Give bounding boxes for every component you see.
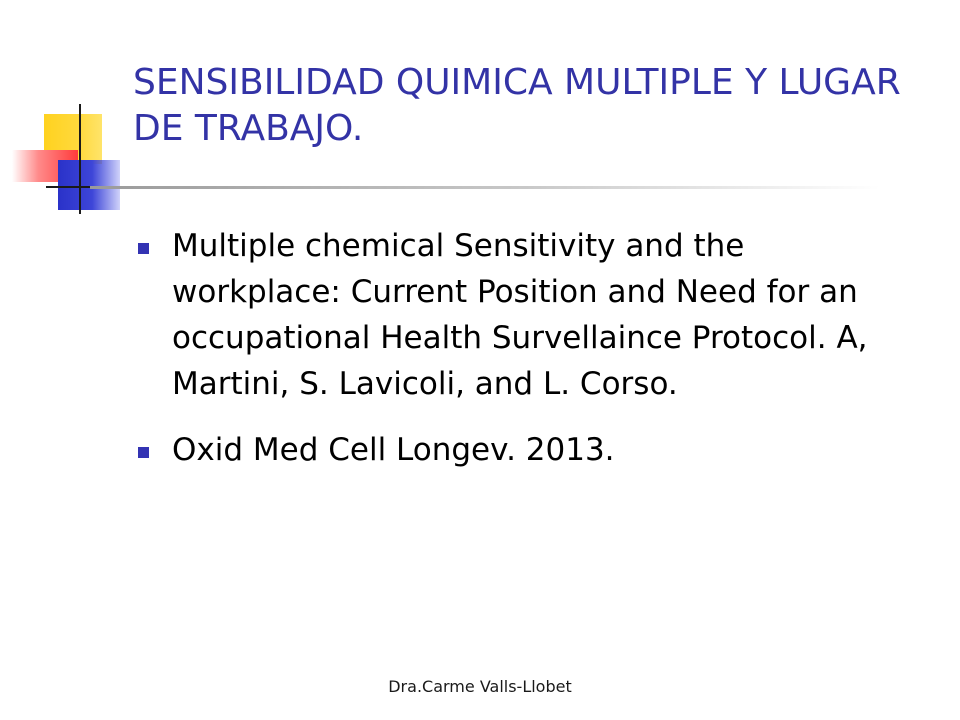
- slide-footer: Dra.Carme Valls-Llobet: [388, 677, 572, 696]
- square-bullet-icon: [138, 243, 149, 254]
- bullet-item: [132, 427, 912, 473]
- slide-title: SENSIBILIDAD QUIMICA MULTIPLE Y LUGAR DE TRABAJO.: [133, 62, 901, 149]
- decorative-blue-block: [58, 160, 120, 210]
- bullet-list: [132, 223, 912, 493]
- bullet-text: Multiple chemical Sensitivity and the workplace: Current Position and Need for an occupational Health Survellaince Protocol. A, Martini, S. Lavicoli, and L. Corso.: [172, 228, 868, 402]
- square-bullet-icon: [138, 447, 149, 458]
- title-underline: [90, 186, 880, 189]
- bullet-item: [132, 223, 912, 407]
- bullet-text: Oxid Med Cell Longev. 2013.: [172, 432, 615, 468]
- decorative-vertical-line: [79, 104, 81, 214]
